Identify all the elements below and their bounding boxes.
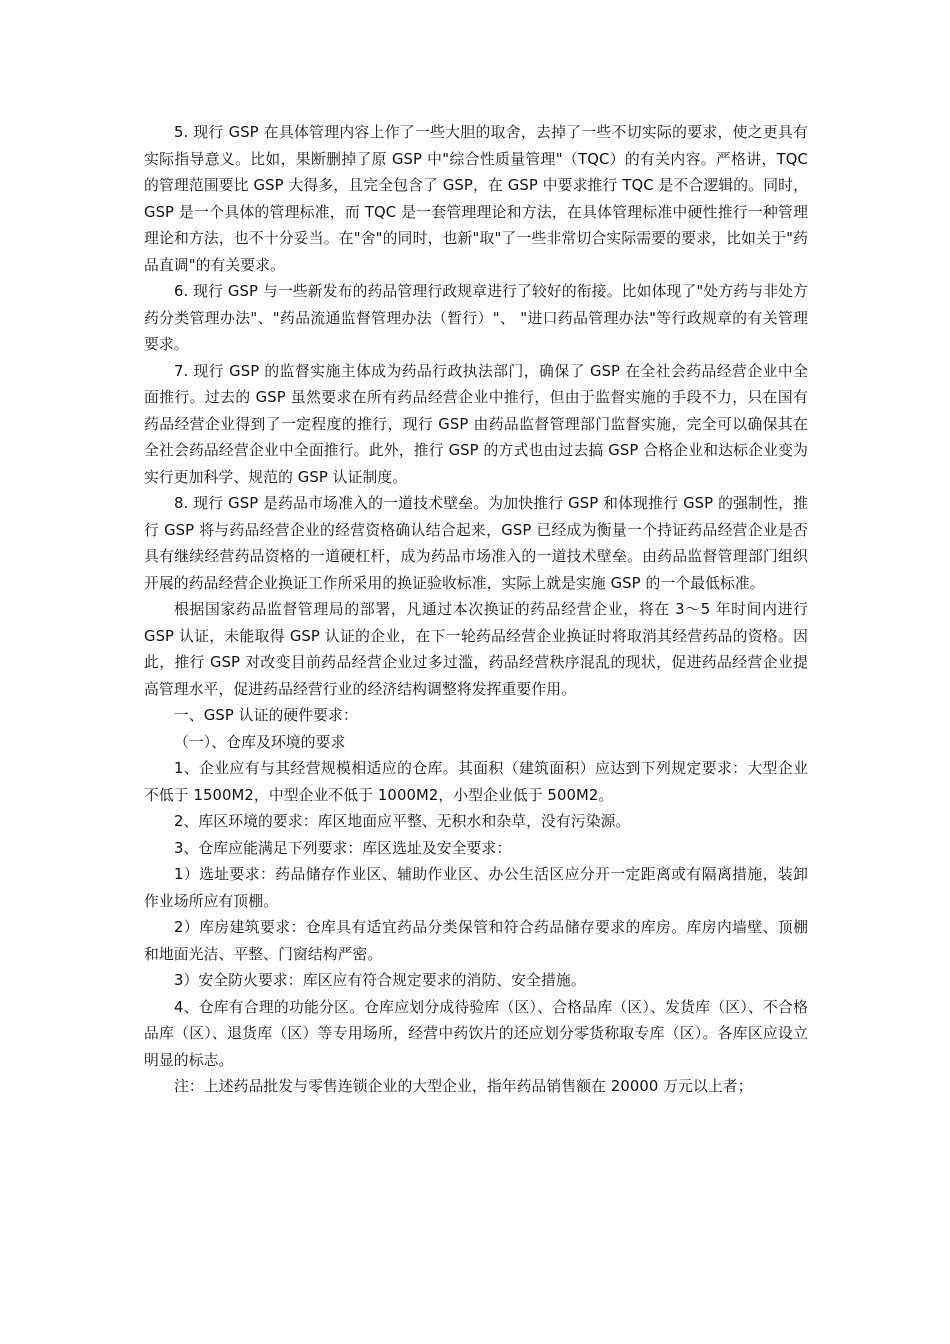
paragraph-certification-schedule: 根据国家药品监督管理局的部署，凡通过本次换证的药品经营企业，将在 3～5 年时间内进行 GSP 认证，未能取得 GSP 认证的企业，在下一轮药品经营企业换证时将取消其经营药品的资格。因此，推行 GSP 对改变目前药品经营企业过多过滥，药品经营秩序混乱的现状，促进药品经营企业提高管理水平，促进药品经营行业的经济结构调整将发挥重要作用。 xyxy=(144,601,808,698)
paragraph-7-gsp-supervision: 7. 现行 GSP 的监督实施主体成为药品行政执法部门，确保了 GSP 在全社会药品经营企业中全面推行。过去的 GSP 虽然要求在所有药品经营企业中推行，但由于监督实施的手段不力，只在国有药品经营企业得到了一定程度的推行，现行 GSP 由药品监督管理部门监督实施，完全可以确保其在全社会药品经营企业中全面推行。此外，推行 GSP 的方式也由过去搞 GSP 合格企业和达标企业变为实行更加科学、规范的 GSP 认证制度。 xyxy=(144,362,808,486)
paragraph-8-gsp-market-barrier: 8. 现行 GSP 是药品市场准入的一道技术壁垒。为加快推行 GSP 和体现推行 GSP 的强制性，推行 GSP 将与药品经营企业的经营资格确认结合起来，GSP 已经成为衡量一个持证药品经营企业是否具有继续经营药品资格的一道硬杠杆，成为药品市场准入的一道技术壁垒。由药品监督管理部门组织开展的药品经营企业换证工作所采用的换证验收标准，实际上就是实施 GSP 的一个最低标准。 xyxy=(144,495,808,592)
subheading-warehouse-environment: （一）、仓库及环境的要求 xyxy=(174,733,346,751)
paragraph-5-gsp-tradeoffs: 5. 现行 GSP 在具体管理内容上作了一些大胆的取舍，去掉了一些不切实际的要求，使之更具有实际指导意义。比如，果断删掉了原 GSP 中"综合性质量管理"（TQC）的有关内容。严格讲，TQC 的管理范围要比 GSP 大得多，且完全包含了 GSP，在 GSP 中要求推行 TQC 是不合逻辑的。同时，GSP 是一个具体的管理标准，而 TQC 是一套管理理论和方法，在具体管理标准中硬性推行一种管理理论和方法，也不十分妥当。在"舍"的同时，也新"取"了一些非常切合实际需要的要求，比如关于"药品直调"的有关要求。 xyxy=(144,124,808,274)
item-4-functional-zones: 4、仓库有合理的功能分区。仓库应划分成待验库（区）、合格品库（区）、发货库（区）、不合格品库（区）、退货库（区）等专用场所，经营中药饮片的还应划分零货称取专库（区）。各库区应设立明显的标志。 xyxy=(144,998,808,1069)
subitem-1-site-selection: 1）选址要求：药品储存作业区、辅助作业区、办公生活区应分开一定距离或有隔离措施，装卸作业场所应有顶棚。 xyxy=(144,866,808,910)
item-3-warehouse-requirements: 3、仓库应能满足下列要求：库区选址及安全要求： xyxy=(174,839,512,857)
document-page xyxy=(144,120,808,1101)
item-1-warehouse-area: 1、企业应有与其经营规模相适应的仓库。其面积（建筑面积）应达到下列规定要求：大型企业不低于 1500M2，中型企业不低于 1000M2，小型企业低于 500M2。 xyxy=(144,760,808,804)
heading-hardware-requirements: 一、GSP 认证的硬件要求： xyxy=(174,707,358,724)
subitem-3-fire-safety: 3）安全防火要求：库区应有符合规定要求的消防、安全措施。 xyxy=(174,972,586,989)
paragraph-6-gsp-regulations: 6. 现行 GSP 与一些新发布的药品管理行政规章进行了较好的衔接。比如体现了"处方药与非处方药分类管理办法"、"药品流通监督管理办法（暂行）"、 "进口药品管理办法"等行政规章的有关管理要求。 xyxy=(144,283,808,353)
subitem-2-building: 2）库房建筑要求：仓库具有适宜药品分类保管和符合药品储存要求的库房。库房内墙壁、顶棚和地面光洁、平整、门窗结构严密。 xyxy=(144,919,808,963)
item-2-storage-environment: 2、库区环境的要求：库区地面应平整、无积水和杂草，没有污染源。 xyxy=(174,813,631,830)
note-large-enterprise: 注：上述药品批发与零售连锁企业的大型企业，指年药品销售额在 20000 万元以上者； xyxy=(174,1078,753,1095)
